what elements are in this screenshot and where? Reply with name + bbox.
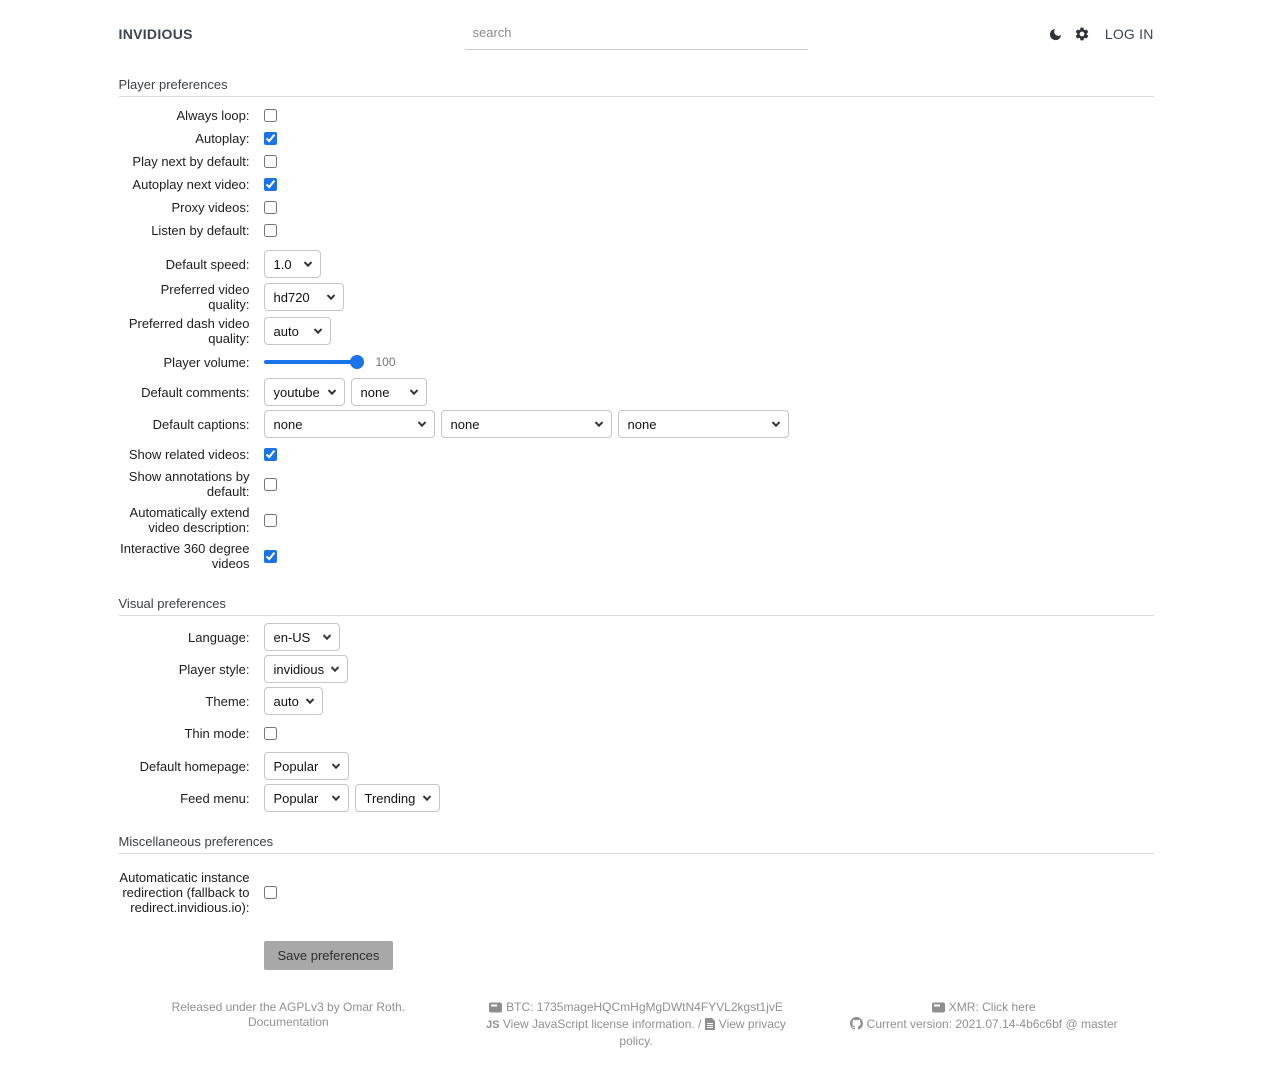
section-divider — [119, 96, 1154, 97]
auto-redirect-checkbox[interactable] — [264, 886, 277, 899]
language-select[interactable] — [264, 623, 340, 651]
chevron-down-icon — [331, 761, 339, 769]
save-preferences-button[interactable]: Save preferences — [264, 941, 394, 970]
preferences-form — [119, 65, 1154, 970]
language-row — [119, 623, 1154, 651]
license-links-line — [470, 1017, 802, 1049]
dash-quality-value: auto — [273, 323, 299, 339]
thin-mode-label: Thin mode: — [184, 726, 250, 741]
annotations-row — [119, 466, 1154, 502]
chevron-down-icon — [322, 632, 330, 640]
language-value: en-US — [273, 629, 311, 645]
chevron-down-icon — [409, 387, 417, 395]
player-preferences-section — [119, 65, 1154, 574]
section-divider — [119, 853, 1154, 854]
proxy-videos-row — [119, 196, 1154, 219]
version-text: Current version: 2021.07.14-4b6c6bf @ master — [866, 1017, 1118, 1031]
feed-menu-first-select[interactable] — [264, 784, 349, 812]
footer — [0, 1000, 1272, 1073]
annotations-checkbox[interactable] — [264, 478, 277, 491]
extend-description-label: Automatically extend video description: — [129, 505, 250, 535]
chevron-down-icon — [594, 419, 602, 427]
feed-menu-second-select[interactable] — [355, 784, 440, 812]
save-row — [119, 941, 1154, 970]
chevron-down-icon — [326, 292, 334, 300]
version-line — [818, 1017, 1150, 1034]
feed-menu-second-value: Trending — [364, 790, 416, 806]
extend-description-row — [119, 502, 1154, 538]
slider-thumb[interactable] — [350, 355, 364, 369]
comments-second-select[interactable] — [351, 378, 427, 406]
search-input[interactable] — [465, 19, 808, 50]
chevron-down-icon — [331, 793, 339, 801]
default-homepage-select[interactable] — [264, 752, 349, 780]
footer-right — [814, 1000, 1154, 1049]
related-videos-checkbox[interactable] — [264, 448, 277, 461]
thin-mode-checkbox[interactable] — [264, 727, 277, 740]
player-style-value: invidious — [273, 661, 325, 677]
feed-menu-label: Feed menu: — [180, 790, 250, 806]
player-volume-value: 100 — [375, 355, 396, 369]
chevron-down-icon — [417, 419, 425, 427]
autoplay-checkbox[interactable] — [264, 132, 277, 145]
chevron-down-icon — [305, 696, 313, 704]
xmr-label: XMR: — [948, 1000, 979, 1014]
auto-redirect-row — [119, 861, 1154, 923]
captions-second-value: none — [450, 416, 480, 432]
proxy-videos-checkbox[interactable] — [264, 201, 277, 214]
chevron-down-icon — [303, 259, 311, 267]
btc-line — [470, 1000, 802, 1017]
default-homepage-row — [119, 752, 1154, 780]
default-speed-row — [119, 250, 1154, 278]
always-loop-label: Always loop: — [176, 108, 250, 123]
misc-preferences-title: Miscellaneous preferences — [118, 834, 274, 849]
misc-preferences-section — [119, 822, 1154, 923]
footer-center — [466, 1000, 806, 1049]
autoplay-next-checkbox[interactable] — [264, 178, 277, 191]
captions-first-select[interactable] — [264, 410, 435, 438]
play-next-label: Play next by default: — [132, 154, 250, 169]
autoplay-row — [119, 127, 1154, 150]
video-quality-select[interactable] — [264, 283, 344, 311]
player-style-row — [119, 655, 1154, 683]
github-icon — [850, 1017, 863, 1034]
player-style-select[interactable] — [264, 655, 348, 683]
default-captions-row — [119, 410, 1154, 438]
comments-second-value: none — [360, 384, 390, 400]
xmr-line — [818, 1000, 1150, 1017]
video-quality-value: hd720 — [273, 289, 310, 305]
coin-icon — [932, 1002, 945, 1017]
theme-label: Theme: — [205, 693, 250, 709]
default-comments-label: Default comments: — [141, 384, 250, 400]
auto-redirect-label: Automaticatic instance redirection (fallback to redirect.invidious.io): — [119, 869, 250, 915]
captions-second-select[interactable] — [441, 410, 612, 438]
theme-value: auto — [273, 693, 299, 709]
top-bar — [0, 0, 1272, 55]
theme-row — [119, 687, 1154, 715]
dash-quality-select[interactable] — [264, 317, 331, 345]
dash-quality-row — [119, 316, 1154, 346]
dash-quality-label: Preferred dash video quality: — [128, 316, 250, 346]
related-videos-label: Show related videos: — [128, 447, 250, 462]
autoplay-next-label: Autoplay next video: — [132, 177, 250, 192]
annotations-label: Show annotations by default: — [128, 469, 250, 499]
xmr-click-here-link[interactable]: Click here — [982, 1000, 1036, 1014]
captions-third-select[interactable] — [618, 410, 789, 438]
brand-logo[interactable]: INVIDIOUS — [118, 26, 193, 42]
privacy-policy-link[interactable]: View privacy policy. — [619, 1017, 786, 1048]
captions-first-value: none — [273, 416, 303, 432]
chevron-down-icon — [330, 664, 338, 672]
vr-mode-checkbox[interactable] — [264, 550, 277, 563]
player-preferences-title: Player preferences — [118, 77, 228, 92]
btc-address: BTC: 1735mageHQCmHgMgDWtN4FYVL2kgst1jvE — [506, 1000, 783, 1014]
vr-mode-label: Interactive 360 degree videos — [120, 541, 250, 571]
js-icon: JS — [486, 1019, 500, 1031]
visual-preferences-section — [119, 584, 1154, 812]
vr-mode-row — [119, 538, 1154, 574]
gear-icon[interactable] — [1074, 26, 1090, 42]
play-next-row — [119, 150, 1154, 173]
player-style-label: Player style: — [178, 661, 250, 677]
page-icon — [705, 1018, 715, 1034]
default-speed-select[interactable] — [264, 250, 321, 278]
theme-select[interactable] — [264, 687, 323, 715]
video-quality-label: Preferred video quality: — [160, 282, 250, 312]
license-text: Released under the AGPLv3 by Omar Roth. — [171, 1000, 406, 1014]
coin-icon — [489, 1002, 502, 1017]
chevron-down-icon — [327, 387, 335, 395]
language-label: Language: — [188, 629, 250, 645]
comments-first-value: youtube — [273, 384, 320, 400]
chevron-down-icon — [422, 793, 430, 801]
separator: / — [698, 1017, 702, 1031]
related-videos-row — [119, 443, 1154, 466]
player-volume-row — [119, 350, 1154, 374]
search-box — [465, 19, 808, 50]
listen-by-default-checkbox[interactable] — [264, 224, 277, 237]
slider-track — [264, 360, 364, 364]
footer-left — [119, 1000, 459, 1049]
default-captions-label: Default captions: — [152, 416, 250, 432]
listen-by-default-label: Listen by default: — [151, 223, 250, 238]
comments-first-select[interactable] — [264, 378, 345, 406]
video-quality-row — [119, 282, 1154, 312]
default-speed-label: Default speed: — [165, 256, 250, 272]
extend-description-checkbox[interactable] — [264, 514, 277, 527]
default-speed-value: 1.0 — [273, 256, 292, 272]
visual-preferences-title: Visual preferences — [118, 596, 226, 611]
feed-menu-row — [119, 784, 1154, 812]
always-loop-checkbox[interactable] — [264, 109, 277, 122]
feed-menu-first-value: Popular — [273, 790, 319, 806]
player-volume-slider[interactable] — [264, 355, 364, 369]
autoplay-label: Autoplay: — [195, 131, 250, 146]
javascript-license-link[interactable]: View JavaScript license information. — [502, 1017, 695, 1031]
listen-by-default-row — [119, 219, 1154, 242]
documentation-link[interactable]: Documentation — [247, 1015, 329, 1029]
default-homepage-value: Popular — [273, 758, 319, 774]
moon-icon[interactable] — [1048, 27, 1063, 42]
chevron-down-icon — [771, 419, 779, 427]
thin-mode-row — [119, 719, 1154, 748]
autoplay-next-row — [119, 173, 1154, 196]
chevron-down-icon — [313, 326, 321, 334]
log-in-link[interactable]: LOG IN — [1104, 26, 1154, 42]
always-loop-row — [119, 104, 1154, 127]
section-divider — [119, 615, 1154, 616]
default-comments-row — [119, 378, 1154, 406]
proxy-videos-label: Proxy videos: — [171, 200, 250, 215]
default-homepage-label: Default homepage: — [139, 758, 250, 774]
play-next-checkbox[interactable] — [264, 155, 277, 168]
player-volume-label: Player volume: — [163, 354, 250, 370]
captions-third-value: none — [627, 416, 657, 432]
